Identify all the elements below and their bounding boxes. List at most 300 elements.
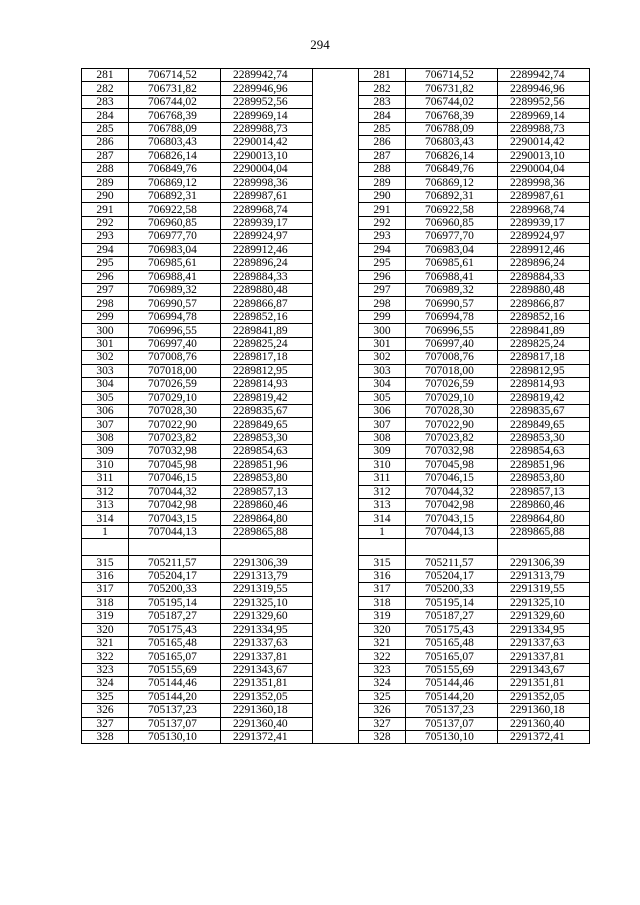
left-y-coordinate-cell: 2291360,40 — [221, 717, 313, 730]
table-row — [82, 650, 590, 663]
table-row — [82, 623, 590, 636]
table-row — [82, 364, 590, 377]
left-y-coordinate-cell: 2291306,39 — [221, 556, 313, 569]
left-point-number-cell: 281 — [82, 69, 129, 82]
right-point-number-cell: 326 — [359, 704, 406, 717]
left-y-coordinate-cell: 2289819,42 — [221, 391, 313, 404]
left-y-coordinate-cell: 2289865,88 — [221, 525, 313, 538]
left-y-coordinate-cell: 2289849,65 — [221, 418, 313, 431]
left-y-coordinate-cell: 2289912,46 — [221, 243, 313, 256]
table-row — [82, 485, 590, 498]
left-y-coordinate-cell: 2289854,63 — [221, 445, 313, 458]
column-gap — [313, 499, 359, 512]
left-point-number-cell: 293 — [82, 230, 129, 243]
left-point-number-cell: 326 — [82, 704, 129, 717]
left-x-coordinate-cell: 706731,82 — [129, 82, 221, 95]
right-point-number-cell: 283 — [359, 95, 406, 108]
right-point-number-cell: 307 — [359, 418, 406, 431]
right-x-coordinate-cell: 706744,02 — [406, 95, 498, 108]
column-gap — [313, 391, 359, 404]
right-x-coordinate-cell: 707045,98 — [406, 458, 498, 471]
table-row — [82, 243, 590, 256]
left-y-coordinate-cell: 2289851,96 — [221, 458, 313, 471]
left-point-number-cell: 322 — [82, 650, 129, 663]
right-x-coordinate-cell: 706803,43 — [406, 136, 498, 149]
column-gap — [313, 539, 359, 556]
right-x-coordinate-cell: 707029,10 — [406, 391, 498, 404]
left-point-number-cell: 287 — [82, 149, 129, 162]
right-point-number-cell: 305 — [359, 391, 406, 404]
left-x-coordinate-cell: 707023,82 — [129, 431, 221, 444]
column-gap — [313, 445, 359, 458]
table-row — [82, 458, 590, 471]
left-y-coordinate-cell: 2289852,16 — [221, 310, 313, 323]
right-point-number-cell: 310 — [359, 458, 406, 471]
left-point-number-cell: 325 — [82, 690, 129, 703]
column-gap — [313, 636, 359, 649]
left-y-coordinate-cell: 2289841,89 — [221, 324, 313, 337]
right-point-number-cell: 317 — [359, 583, 406, 596]
coordinates-table — [81, 68, 590, 744]
left-x-coordinate-cell: 707026,59 — [129, 378, 221, 391]
right-y-coordinate-cell: 2291337,81 — [498, 650, 590, 663]
right-y-coordinate-cell: 2289854,63 — [498, 445, 590, 458]
right-x-coordinate-cell: 707044,13 — [406, 525, 498, 538]
column-gap — [313, 149, 359, 162]
right-point-number-cell: 301 — [359, 337, 406, 350]
right-x-coordinate-cell: 706714,52 — [406, 69, 498, 82]
left-y-coordinate-cell: 2289884,33 — [221, 270, 313, 283]
left-point-number-cell: 310 — [82, 458, 129, 471]
right-point-number-cell: 312 — [359, 485, 406, 498]
table-row — [82, 431, 590, 444]
right-x-coordinate-cell: 706996,55 — [406, 324, 498, 337]
table-row — [82, 82, 590, 95]
right-y-coordinate-cell: 2289998,36 — [498, 176, 590, 189]
left-point-number-cell: 303 — [82, 364, 129, 377]
left-x-coordinate-cell: 706869,12 — [129, 176, 221, 189]
column-gap — [313, 472, 359, 485]
right-x-coordinate-cell: 707022,90 — [406, 418, 498, 431]
right-x-coordinate-cell: 705155,69 — [406, 663, 498, 676]
left-x-coordinate-cell: 705175,43 — [129, 623, 221, 636]
left-y-coordinate-cell: 2289866,87 — [221, 297, 313, 310]
left-point-number-cell: 288 — [82, 163, 129, 176]
column-gap — [313, 109, 359, 122]
left-y-coordinate-cell: 2289835,67 — [221, 404, 313, 417]
left-y-coordinate-cell: 2291352,05 — [221, 690, 313, 703]
left-point-number-cell: 297 — [82, 284, 129, 297]
left-y-coordinate-cell: 2289864,80 — [221, 512, 313, 525]
right-y-coordinate-cell: 2290014,42 — [498, 136, 590, 149]
left-point-number-cell — [82, 539, 129, 556]
right-point-number-cell: 281 — [359, 69, 406, 82]
right-x-coordinate-cell: 706788,09 — [406, 122, 498, 135]
right-y-coordinate-cell: 2291334,95 — [498, 623, 590, 636]
right-y-coordinate-cell: 2289896,24 — [498, 257, 590, 270]
right-x-coordinate-cell: 705200,33 — [406, 583, 498, 596]
left-point-number-cell: 309 — [82, 445, 129, 458]
right-x-coordinate-cell — [406, 539, 498, 556]
right-y-coordinate-cell: 2289968,74 — [498, 203, 590, 216]
right-y-coordinate-cell: 2289841,89 — [498, 324, 590, 337]
left-x-coordinate-cell: 707044,13 — [129, 525, 221, 538]
left-y-coordinate-cell: 2289987,61 — [221, 189, 313, 202]
right-x-coordinate-cell: 706731,82 — [406, 82, 498, 95]
right-y-coordinate-cell: 2289860,46 — [498, 499, 590, 512]
column-gap — [313, 270, 359, 283]
right-y-coordinate-cell: 2291325,10 — [498, 596, 590, 609]
column-gap — [313, 717, 359, 730]
left-x-coordinate-cell: 705165,07 — [129, 650, 221, 663]
table-row — [82, 404, 590, 417]
column-gap — [313, 82, 359, 95]
right-point-number-cell: 311 — [359, 472, 406, 485]
left-x-coordinate-cell: 706744,02 — [129, 95, 221, 108]
right-y-coordinate-cell: 2289853,80 — [498, 472, 590, 485]
left-x-coordinate-cell: 706849,76 — [129, 163, 221, 176]
left-y-coordinate-cell: 2291325,10 — [221, 596, 313, 609]
left-point-number-cell: 314 — [82, 512, 129, 525]
table-row — [82, 310, 590, 323]
right-y-coordinate-cell: 2289852,16 — [498, 310, 590, 323]
right-point-number-cell: 322 — [359, 650, 406, 663]
left-x-coordinate-cell: 705200,33 — [129, 583, 221, 596]
left-y-coordinate-cell: 2289924,97 — [221, 230, 313, 243]
right-point-number-cell: 299 — [359, 310, 406, 323]
left-point-number-cell: 312 — [82, 485, 129, 498]
table-row — [82, 203, 590, 216]
right-point-number-cell — [359, 539, 406, 556]
right-point-number-cell: 328 — [359, 731, 406, 744]
column-gap — [313, 243, 359, 256]
left-y-coordinate-cell: 2291329,60 — [221, 610, 313, 623]
column-gap — [313, 485, 359, 498]
column-gap — [313, 176, 359, 189]
left-y-coordinate-cell: 2289880,48 — [221, 284, 313, 297]
left-x-coordinate-cell: 706985,61 — [129, 257, 221, 270]
table-row — [82, 596, 590, 609]
left-point-number-cell: 324 — [82, 677, 129, 690]
left-x-coordinate-cell: 705130,10 — [129, 731, 221, 744]
right-y-coordinate-cell — [498, 539, 590, 556]
left-x-coordinate-cell: 707022,90 — [129, 418, 221, 431]
right-y-coordinate-cell: 2289952,56 — [498, 95, 590, 108]
right-y-coordinate-cell: 2289857,13 — [498, 485, 590, 498]
table-row — [82, 189, 590, 202]
right-x-coordinate-cell: 705144,46 — [406, 677, 498, 690]
left-y-coordinate-cell: 2289860,46 — [221, 499, 313, 512]
column-gap — [313, 378, 359, 391]
right-y-coordinate-cell: 2291306,39 — [498, 556, 590, 569]
left-y-coordinate-cell: 2289825,24 — [221, 337, 313, 350]
left-point-number-cell: 289 — [82, 176, 129, 189]
left-point-number-cell: 299 — [82, 310, 129, 323]
table-row — [82, 731, 590, 744]
right-x-coordinate-cell: 706997,40 — [406, 337, 498, 350]
right-y-coordinate-cell: 2289912,46 — [498, 243, 590, 256]
left-point-number-cell: 317 — [82, 583, 129, 596]
left-point-number-cell: 1 — [82, 525, 129, 538]
right-point-number-cell: 323 — [359, 663, 406, 676]
left-y-coordinate-cell: 2289998,36 — [221, 176, 313, 189]
left-x-coordinate-cell: 707042,98 — [129, 499, 221, 512]
right-y-coordinate-cell: 2289880,48 — [498, 284, 590, 297]
table-row — [82, 690, 590, 703]
right-point-number-cell: 319 — [359, 610, 406, 623]
table-row — [82, 136, 590, 149]
right-x-coordinate-cell: 706988,41 — [406, 270, 498, 283]
left-x-coordinate-cell: 707032,98 — [129, 445, 221, 458]
right-y-coordinate-cell: 2291372,41 — [498, 731, 590, 744]
table-row — [82, 122, 590, 135]
right-x-coordinate-cell: 705187,27 — [406, 610, 498, 623]
column-gap — [313, 364, 359, 377]
left-x-coordinate-cell: 706960,85 — [129, 216, 221, 229]
left-y-coordinate-cell: 2289946,96 — [221, 82, 313, 95]
left-point-number-cell: 320 — [82, 623, 129, 636]
table-row — [82, 445, 590, 458]
right-point-number-cell: 294 — [359, 243, 406, 256]
table-row — [82, 297, 590, 310]
right-y-coordinate-cell: 2289942,74 — [498, 69, 590, 82]
right-x-coordinate-cell: 707028,30 — [406, 404, 498, 417]
table-row — [82, 230, 590, 243]
table-row — [82, 270, 590, 283]
table-row — [82, 216, 590, 229]
left-y-coordinate-cell: 2289942,74 — [221, 69, 313, 82]
left-point-number-cell: 307 — [82, 418, 129, 431]
left-y-coordinate-cell: 2289857,13 — [221, 485, 313, 498]
right-point-number-cell: 300 — [359, 324, 406, 337]
right-y-coordinate-cell: 2289853,30 — [498, 431, 590, 444]
right-point-number-cell: 306 — [359, 404, 406, 417]
right-x-coordinate-cell: 707008,76 — [406, 351, 498, 364]
right-y-coordinate-cell: 2291329,60 — [498, 610, 590, 623]
left-y-coordinate-cell: 2291351,81 — [221, 677, 313, 690]
left-point-number-cell: 285 — [82, 122, 129, 135]
right-x-coordinate-cell: 705175,43 — [406, 623, 498, 636]
column-gap — [313, 95, 359, 108]
right-y-coordinate-cell: 2289865,88 — [498, 525, 590, 538]
right-point-number-cell: 290 — [359, 189, 406, 202]
left-y-coordinate-cell: 2291343,67 — [221, 663, 313, 676]
left-point-number-cell: 328 — [82, 731, 129, 744]
left-point-number-cell: 298 — [82, 297, 129, 310]
left-x-coordinate-cell: 705144,46 — [129, 677, 221, 690]
column-gap — [313, 189, 359, 202]
right-point-number-cell: 302 — [359, 351, 406, 364]
table-row — [82, 663, 590, 676]
right-y-coordinate-cell: 2289835,67 — [498, 404, 590, 417]
left-point-number-cell: 301 — [82, 337, 129, 350]
table-row — [82, 583, 590, 596]
right-y-coordinate-cell: 2291343,67 — [498, 663, 590, 676]
right-x-coordinate-cell: 707042,98 — [406, 499, 498, 512]
left-x-coordinate-cell: 706994,78 — [129, 310, 221, 323]
left-x-coordinate-cell: 707043,15 — [129, 512, 221, 525]
right-y-coordinate-cell: 2291351,81 — [498, 677, 590, 690]
left-point-number-cell: 318 — [82, 596, 129, 609]
left-point-number-cell: 311 — [82, 472, 129, 485]
right-x-coordinate-cell: 706960,85 — [406, 216, 498, 229]
left-x-coordinate-cell: 705211,57 — [129, 556, 221, 569]
right-point-number-cell: 318 — [359, 596, 406, 609]
right-point-number-cell: 309 — [359, 445, 406, 458]
left-point-number-cell: 304 — [82, 378, 129, 391]
left-point-number-cell: 321 — [82, 636, 129, 649]
left-x-coordinate-cell: 707018,00 — [129, 364, 221, 377]
right-point-number-cell: 286 — [359, 136, 406, 149]
right-x-coordinate-cell: 706922,58 — [406, 203, 498, 216]
right-y-coordinate-cell: 2291337,63 — [498, 636, 590, 649]
table-row — [82, 391, 590, 404]
column-gap — [313, 731, 359, 744]
column-gap — [313, 297, 359, 310]
right-x-coordinate-cell: 706826,14 — [406, 149, 498, 162]
column-gap — [313, 69, 359, 82]
right-point-number-cell: 288 — [359, 163, 406, 176]
right-point-number-cell: 295 — [359, 257, 406, 270]
right-point-number-cell: 316 — [359, 569, 406, 582]
left-point-number-cell: 302 — [82, 351, 129, 364]
right-x-coordinate-cell: 707023,82 — [406, 431, 498, 444]
left-point-number-cell: 316 — [82, 569, 129, 582]
left-point-number-cell: 327 — [82, 717, 129, 730]
table-row — [82, 95, 590, 108]
column-gap — [313, 431, 359, 444]
left-x-coordinate-cell: 706922,58 — [129, 203, 221, 216]
column-gap — [313, 610, 359, 623]
left-y-coordinate-cell: 2291372,41 — [221, 731, 313, 744]
left-point-number-cell: 284 — [82, 109, 129, 122]
left-point-number-cell: 323 — [82, 663, 129, 676]
left-point-number-cell: 295 — [82, 257, 129, 270]
table-row — [82, 324, 590, 337]
column-gap — [313, 583, 359, 596]
table-row — [82, 636, 590, 649]
column-gap — [313, 663, 359, 676]
left-y-coordinate-cell: 2290004,04 — [221, 163, 313, 176]
left-point-number-cell: 315 — [82, 556, 129, 569]
right-y-coordinate-cell: 2289819,42 — [498, 391, 590, 404]
right-point-number-cell: 321 — [359, 636, 406, 649]
left-point-number-cell: 292 — [82, 216, 129, 229]
column-gap — [313, 163, 359, 176]
left-x-coordinate-cell: 705195,14 — [129, 596, 221, 609]
column-gap — [313, 525, 359, 538]
right-y-coordinate-cell: 2289851,96 — [498, 458, 590, 471]
column-gap — [313, 257, 359, 270]
left-y-coordinate-cell: 2289817,18 — [221, 351, 313, 364]
right-point-number-cell: 315 — [359, 556, 406, 569]
right-y-coordinate-cell: 2289987,61 — [498, 189, 590, 202]
left-point-number-cell: 290 — [82, 189, 129, 202]
right-x-coordinate-cell: 705165,48 — [406, 636, 498, 649]
right-point-number-cell: 284 — [359, 109, 406, 122]
table-row — [82, 418, 590, 431]
left-point-number-cell: 296 — [82, 270, 129, 283]
right-x-coordinate-cell: 706892,31 — [406, 189, 498, 202]
right-x-coordinate-cell: 705195,14 — [406, 596, 498, 609]
left-point-number-cell: 313 — [82, 499, 129, 512]
right-point-number-cell: 324 — [359, 677, 406, 690]
right-y-coordinate-cell: 2290013,10 — [498, 149, 590, 162]
left-point-number-cell: 308 — [82, 431, 129, 444]
left-x-coordinate-cell: 706803,43 — [129, 136, 221, 149]
table-row — [82, 351, 590, 364]
right-x-coordinate-cell: 705130,10 — [406, 731, 498, 744]
left-x-coordinate-cell: 707008,76 — [129, 351, 221, 364]
left-y-coordinate-cell: 2289812,95 — [221, 364, 313, 377]
table-row — [82, 378, 590, 391]
right-x-coordinate-cell: 706849,76 — [406, 163, 498, 176]
right-point-number-cell: 282 — [359, 82, 406, 95]
column-gap — [313, 569, 359, 582]
left-x-coordinate-cell: 706989,32 — [129, 284, 221, 297]
column-gap — [313, 337, 359, 350]
table-row — [82, 257, 590, 270]
left-y-coordinate-cell — [221, 539, 313, 556]
right-x-coordinate-cell: 707043,15 — [406, 512, 498, 525]
left-y-coordinate-cell: 2291334,95 — [221, 623, 313, 636]
column-gap — [313, 216, 359, 229]
table-row — [82, 69, 590, 82]
left-x-coordinate-cell: 705137,23 — [129, 704, 221, 717]
left-x-coordinate-cell: 705187,27 — [129, 610, 221, 623]
right-x-coordinate-cell: 707044,32 — [406, 485, 498, 498]
left-y-coordinate-cell: 2291360,18 — [221, 704, 313, 717]
left-y-coordinate-cell: 2291337,81 — [221, 650, 313, 663]
right-y-coordinate-cell: 2289969,14 — [498, 109, 590, 122]
table-row — [82, 610, 590, 623]
right-point-number-cell: 296 — [359, 270, 406, 283]
table-row — [82, 569, 590, 582]
left-y-coordinate-cell: 2289814,93 — [221, 378, 313, 391]
column-gap — [313, 284, 359, 297]
right-point-number-cell: 327 — [359, 717, 406, 730]
table-row — [82, 499, 590, 512]
right-y-coordinate-cell: 2289884,33 — [498, 270, 590, 283]
page-number: 294 — [310, 37, 330, 52]
column-gap — [313, 324, 359, 337]
right-y-coordinate-cell: 2289946,96 — [498, 82, 590, 95]
left-x-coordinate-cell: 706768,39 — [129, 109, 221, 122]
left-x-coordinate-cell: 706714,52 — [129, 69, 221, 82]
column-gap — [313, 203, 359, 216]
right-y-coordinate-cell: 2291360,40 — [498, 717, 590, 730]
column-gap — [313, 136, 359, 149]
left-y-coordinate-cell: 2291313,79 — [221, 569, 313, 582]
left-y-coordinate-cell: 2291319,55 — [221, 583, 313, 596]
left-y-coordinate-cell: 2290013,10 — [221, 149, 313, 162]
left-x-coordinate-cell: 705155,69 — [129, 663, 221, 676]
right-y-coordinate-cell: 2289864,80 — [498, 512, 590, 525]
right-point-number-cell: 285 — [359, 122, 406, 135]
column-gap — [313, 122, 359, 135]
right-point-number-cell: 291 — [359, 203, 406, 216]
right-point-number-cell: 289 — [359, 176, 406, 189]
left-y-coordinate-cell: 2289939,17 — [221, 216, 313, 229]
left-y-coordinate-cell: 2289853,80 — [221, 472, 313, 485]
column-gap — [313, 512, 359, 525]
left-point-number-cell: 282 — [82, 82, 129, 95]
table-row — [82, 539, 590, 556]
left-y-coordinate-cell: 2289969,14 — [221, 109, 313, 122]
left-x-coordinate-cell: 706977,70 — [129, 230, 221, 243]
right-y-coordinate-cell: 2289817,18 — [498, 351, 590, 364]
column-gap — [313, 310, 359, 323]
